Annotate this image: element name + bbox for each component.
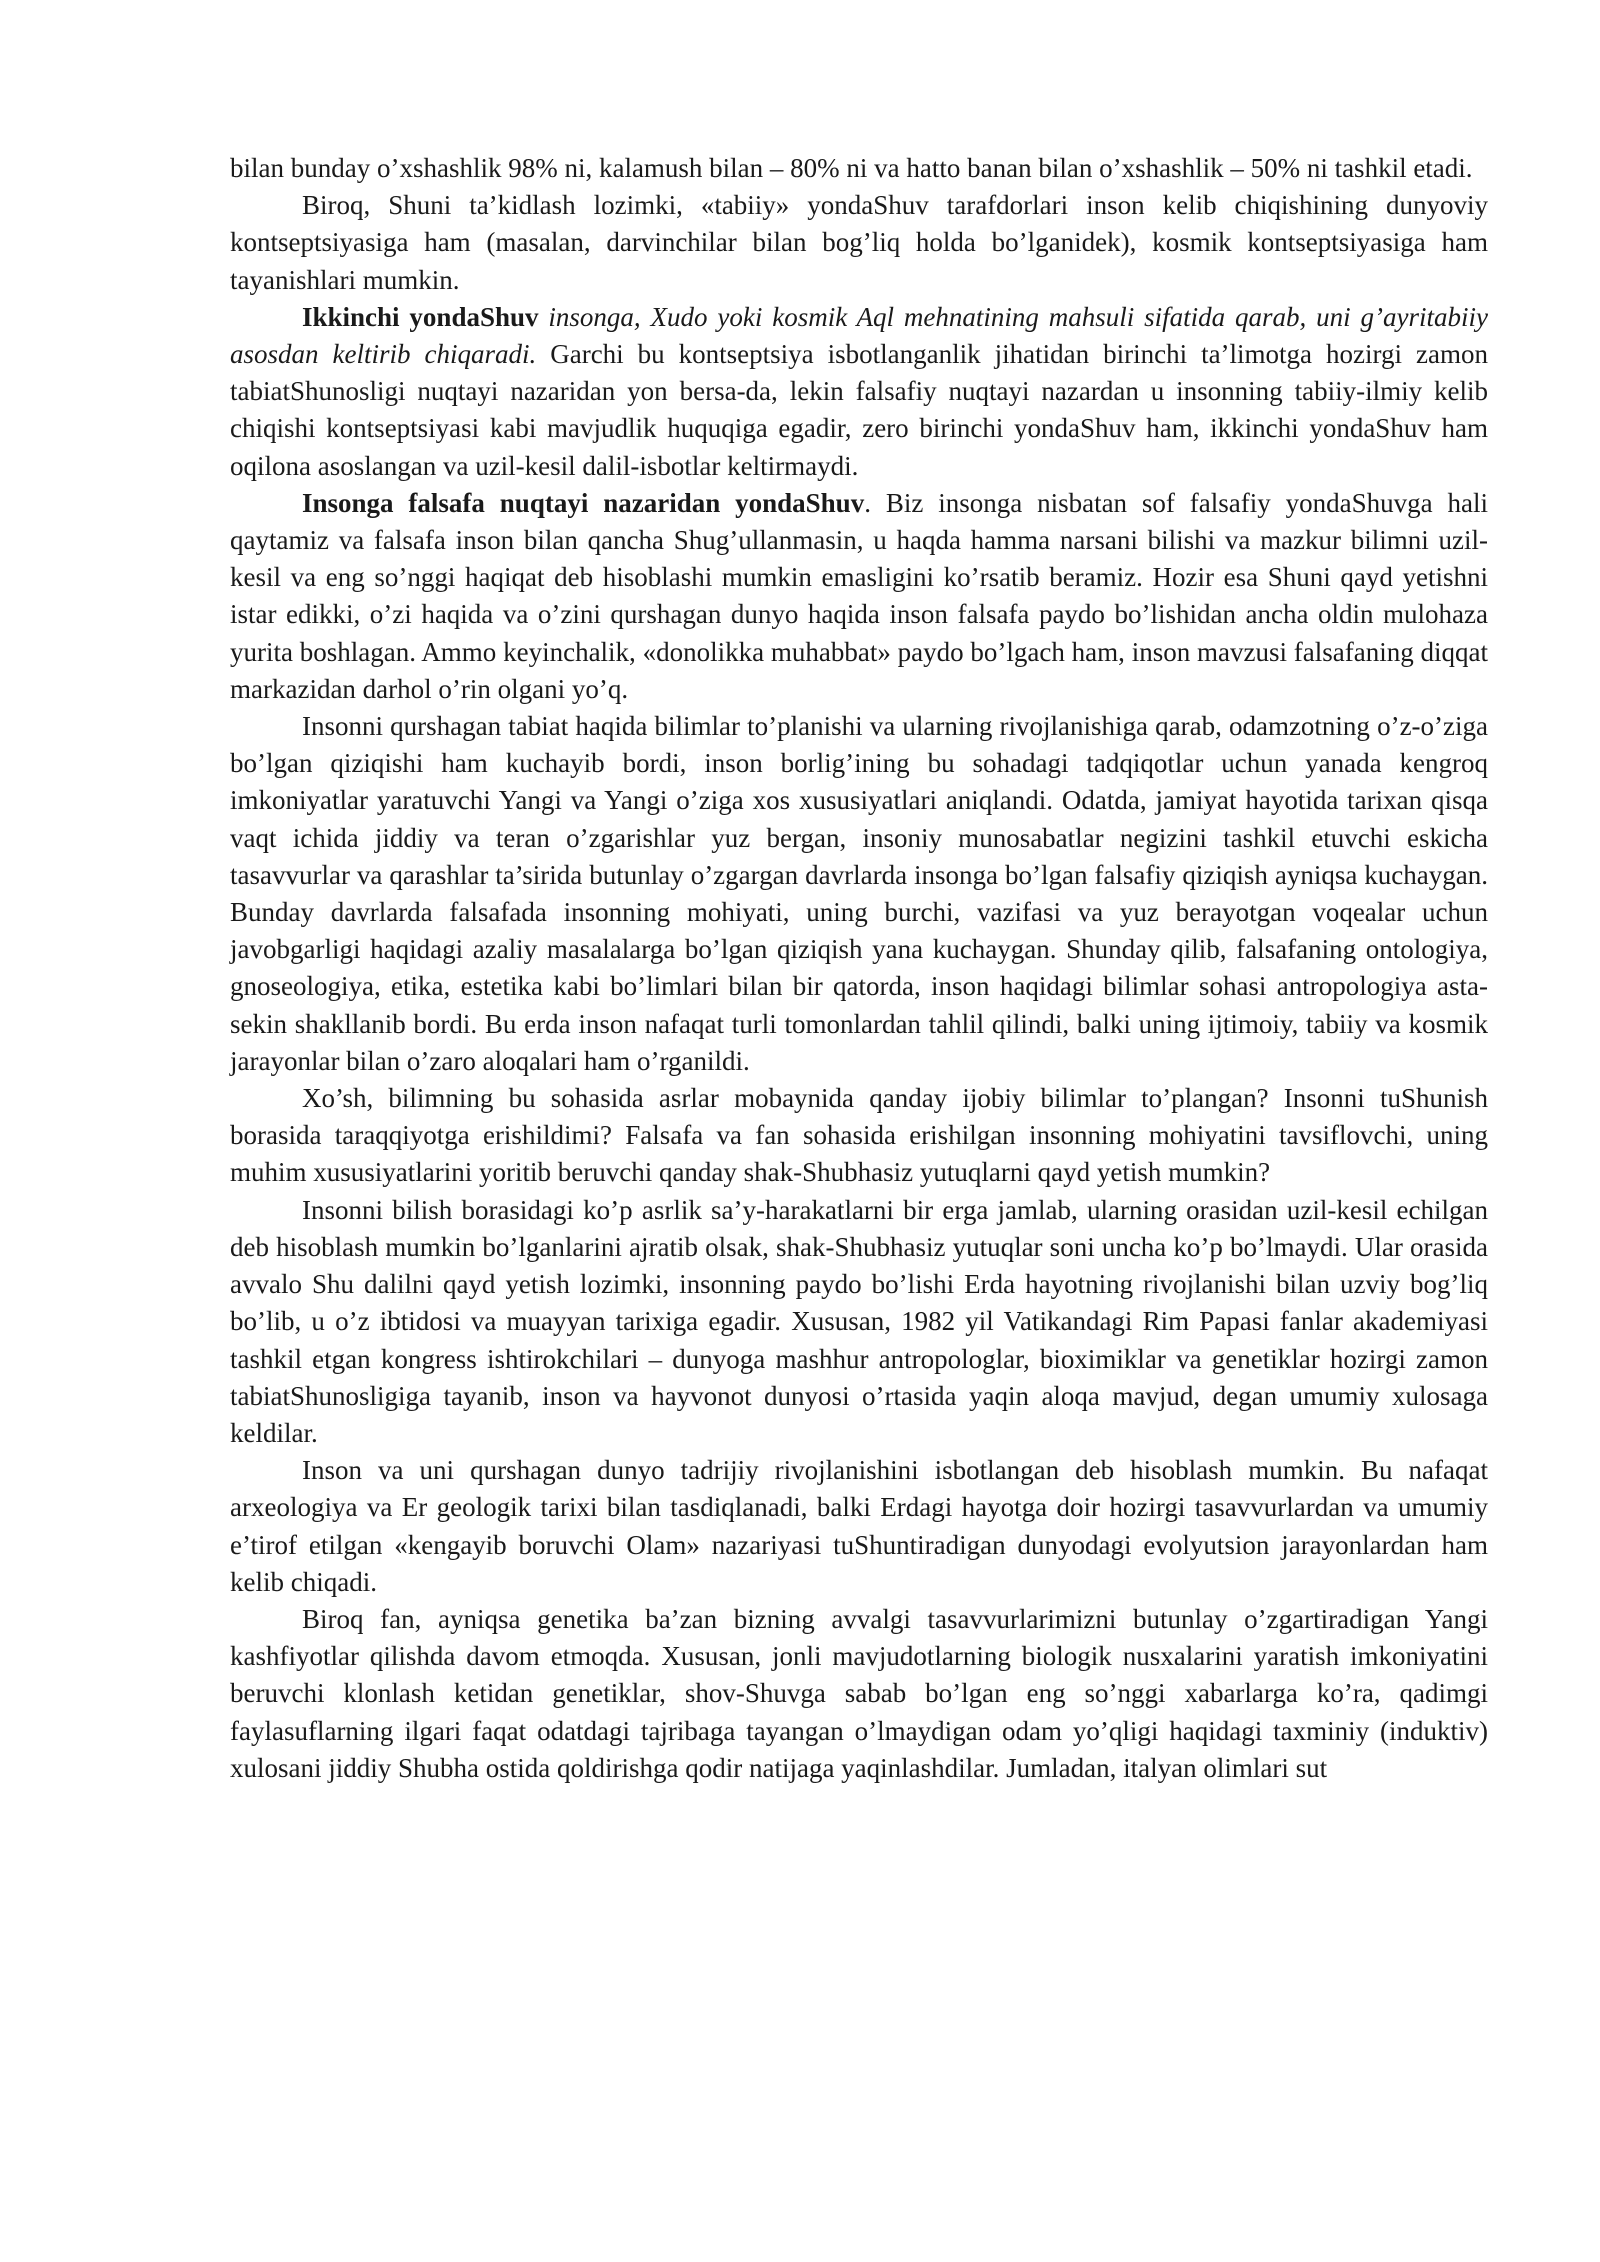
paragraph-2: Biroq, Shuni ta’kidlash lozimki, «tabiiy» yondaShuv tarafdorlari inson kelib chiqishining dunyoviy kontseptsiyasiga ham (masalan, darvinchilar bilan bog’liq holda bo’lganidek), kosmik kontseptsiyasiga ham tayanishlari mumkin. bbox=[230, 190, 1488, 295]
paragraph-3-italic: insonga, Xudo yoki kosmik Aql mehnatining mahsuli sifatida qarab, uni g’ayritabiiy asosdan keltirib chiqaradi. bbox=[230, 301, 1488, 370]
paragraph-4 bbox=[230, 485, 1488, 708]
document-page bbox=[230, 150, 1488, 1787]
paragraph-3 bbox=[230, 299, 1488, 485]
paragraph-1: bilan bunday o’xshashlik 98% ni, kalamush bilan – 80% ni va hatto banan bilan o’xshashlik – 50% ni tashkil etadi. bbox=[230, 153, 1473, 183]
paragraph-3-body: Garchi bu kontseptsiya isbotlanganlik jihatidan birinchi ta’limotga hozirgi zamon tabiatShunosligi nuqtayi nazaridan yon bersa-da, lekin falsafiy nuqtayi nazardan u insonning tabiiy-ilmiy kelib chiqishi kontseptsiyasi kabi mavjudlik huquqiga egadir, zero birinchi yondaShuv ham, ikkinchi yondaShuv ham oqilona asoslangan va uzil-kesil dalil-isbotlar keltirmaydi. bbox=[230, 339, 1488, 481]
paragraph-9: Biroq fan, ayniqsa genetika ba’zan bizning avvalgi tasavvurlarimizni butunlay o’zgartiradigan Yangi kashfiyotlar qilishda davom etmoqda. Xususan, jonli mavjudotlarning biologik nusxalarini yaratish imkoniyatini beruvchi klonlash ketidan genetiklar, shov-Shuvga sabab bo’lgan eng so’nggi xabarlarga ko’ra, qadimgi faylasuflarning ilgari faqat odatdagi tajribaga tayangan o’lmaydigan odam yo’qligi haqidagi taxminiy (induktiv) xulosani jiddiy Shubha ostida qoldirishga qodir natijaga yaqinlashdilar. Jumladan, italyan olimlari sut bbox=[230, 1603, 1488, 1783]
paragraph-6: Xo’sh, bilimning bu sohasida asrlar mobaynida qanday ijobiy bilimlar to’plangan? Insonni tuShunish borasida taraqqiyotga erishildimi? Falsafa va fan sohasida erishilgan insonning mohiyatini tavsiflovchi, uning muhim xususiyatlarini yoritib beruvchi qanday shak-Shubhasiz yutuqlarni qayd yetish mumkin? bbox=[230, 1083, 1488, 1188]
paragraph-7: Insonni bilish borasidagi ko’p asrlik sa’y-harakatlarni bir erga jamlab, ularning orasidan uzil-kesil echilgan deb hisoblash mumkin bo’lganlarini ajratib olsak, shak-Shubhasiz yutuqlar soni uncha ko’p bo’lmaydi. Ular orasida avvalo Shu dalilni qayd yetish lozimki, insonning paydo bo’lishi Erda hayotning rivojlanishi bilan uzviy bog’liq bo’lib, u o’z ibtidosi va muayyan tarixiga egadir. Xususan, 1982 yil Vatikandagi Rim Papasi fanlar akademiyasi tashkil etgan kongress ishtirokchilari – dunyoga mashhur antropologlar, bioximiklar va genetiklar hozirgi zamon tabiatShunosligiga tayanib, inson va hayvonot dunyosi o’rtasida yaqin aloqa mavjud, degan umumiy xulosaga keldilar. bbox=[230, 1194, 1488, 1448]
paragraph-4-heading: Insonga falsafa nuqtayi nazaridan yondaShuv bbox=[302, 487, 865, 518]
paragraph-3-heading: Ikkinchi yondaShuv bbox=[302, 301, 539, 332]
paragraph-5: Insonni qurshagan tabiat haqida bilimlar to’planishi va ularning rivojlanishiga qarab, odamzotning o’z-o’ziga bo’lgan qiziqishi ham kuchayib bordi, inson borlig’ining bu sohadagi tadqiqotlar uchun yanada kengroq imkoniyatlar yaratuvchi Yangi va Yangi o’ziga xos xususiyatlari aniqlandi. Odatda, jamiyat hayotida tarixan qisqa vaqt ichida jiddiy va teran o’zgarishlar yuz bergan, insoniy munosabatlar negizini tashkil etuvchi eskicha tasavvurlar va qarashlar ta’sirida butunlay o’zgargan davrlarda insonga bo’lgan falsafiy qiziqish ayniqsa kuchaygan. Bunday davrlarda falsafada insonning mohiyati, uning burchi, vazifasi va yuz berayotgan voqealar uchun javobgarligi haqidagi azaliy masalalarga bo’lgan qiziqish yana kuchaygan. Shunday qilib, falsafaning ontologiya, gnoseologiya, etika, estetika kabi bo’limlari bilan bir qatorda, inson haqidagi bilimlar sohasi antropologiya asta-sekin shakllanib bordi. Bu erda inson nafaqat turli tomonlardan tahlil qilindi, balki uning ijtimoiy, tabiiy va kosmik jarayonlar bilan o’zaro aloqalari ham o’rganildi. bbox=[230, 711, 1488, 1076]
paragraph-4-body: . Biz insonga nisbatan sof falsafiy yondaShuvga hali qaytamiz va falsafa inson bilan qancha Shug’ullanmasin, u haqda hamma narsani bilishi va mazkur bilimni uzil-kesil va eng so’nggi haqiqat deb hisoblashi mumkin emasligini ko’rsatib beramiz. Hozir esa Shuni qayd yetishni istar edikki, o’zi haqida va o’zini qurshagan dunyo haqida inson falsafa paydo bo’lishidan ancha oldin mulohaza yurita boshlagan. Ammo keyinchalik, «donolikka muhabbat» paydo bo’lgach ham, inson mavzusi falsafaning diqqat markazidan darhol o’rin olgani yo’q. bbox=[230, 487, 1488, 704]
paragraph-8: Inson va uni qurshagan dunyo tadrijiy rivojlanishini isbotlangan deb hisoblash mumkin. Bu nafaqat arxeologiya va Er geologik tarixi bilan tasdiqlanadi, balki Erdagi hayotga doir hozirgi tasavvurlardan va umumiy e’tirof etilgan «kengayib boruvchi Olam» nazariyasi tuShuntiradigan dunyodagi evolyutsion jarayonlardan ham kelib chiqadi. bbox=[230, 1455, 1488, 1597]
